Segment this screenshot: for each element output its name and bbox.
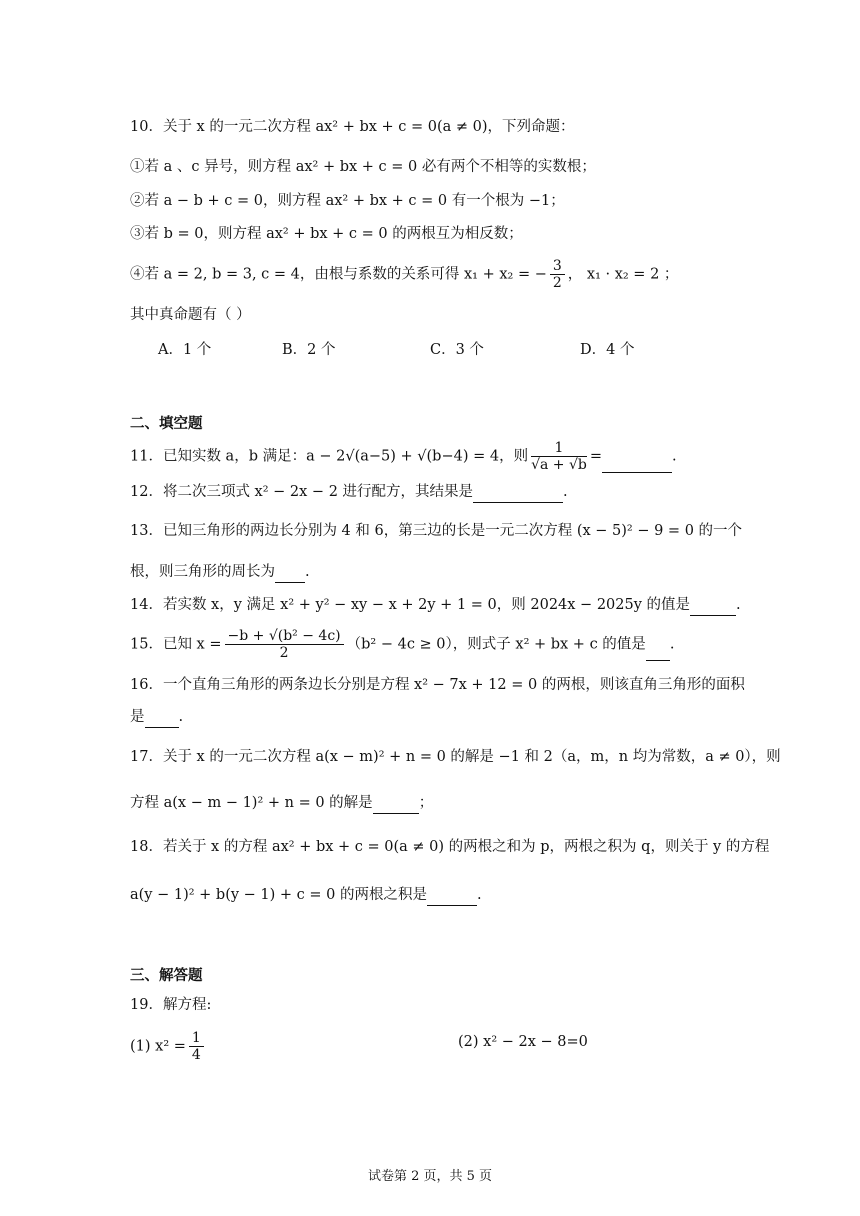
q10-stem: 10．关于 x 的一元二次方程 ax² + bx + c = 0(a ≠ 0)，下列命题： [130,119,575,135]
q12-answer-blank[interactable] [473,486,563,503]
q11-fraction [531,440,587,473]
q19-part-2: (2) x² − 2x − 8=0 [458,1034,588,1050]
q15: 15．已知 x = $\frac{\text{−b + √(b² − 4c)}}{2}$ （b² − 4c ≥ 0），则式子 x² + bx + c 的值是 . [130,628,675,661]
q15-pre: 15．已知 x = [130,636,222,653]
q14-text: 14．若实数 x，y 满足 x² + y² − xy − x + 2y + 1 = 0，则 2024x − 2025y 的值是 [130,597,691,613]
q16-answer-blank[interactable] [145,711,179,728]
q11-denominator: √a + √b [531,457,587,473]
q18-line-1: 18．若关于 x 的方程 ax² + bx + c = 0(a ≠ 0) 的两根之和为 p，两根之积为 q，则关于 y 的方程 [130,839,770,855]
q13-line-2: 根，则三角形的周长为 . [130,561,742,583]
q11-numerator: 1 [531,440,587,457]
q10-ask: 其中真命题有（ ） [130,307,251,323]
q13-line-2-text: 根，则三角形的周长为 [130,564,275,580]
q10-statement-3: ③若 b = 0，则方程 ax² + bx + c = 0 的两根互为相反数； [130,226,523,242]
q15-fraction [225,628,344,661]
q10-s4-denominator: 2 [552,275,562,291]
q10-s4-pre: ④若 a = 2, b = 3, c = 4，由根与系数的关系可得 x₁ + x₂ = − [130,266,547,283]
q16-line-2: 是 . [130,706,742,728]
q17-answer-blank[interactable] [373,797,419,814]
q14: 14．若实数 x，y 满足 x² + y² − xy − x + 2y + 1 = 0，则 2024x − 2025y 的值是 . [130,594,742,616]
q19-p1-pre: (1) x² = [130,1038,186,1055]
q10-statement-1: ①若 a 、c 异号，则方程 ax² + bx + c = 0 必有两个不相等的实数根； [130,159,596,175]
q12: 12．将二次三项式 x² − 2x − 2 进行配方，其结果是 . [130,481,742,503]
q16-line-1: 16．一个直角三角形的两条边长分别是方程 x² − 7x + 12 = 0 的两根，则该直角三角形的面积 [130,677,745,693]
q16-line-2-text: 是 [130,709,145,725]
q10-s4-fraction [550,258,565,291]
q17-line-1: 17．关于 x 的一元二次方程 a(x − m)² + n = 0 的解是 −1 和 2（a，m，n 均为常数，a ≠ 0），则 [130,749,781,765]
q10-choice-b[interactable]: B．2 个 [282,342,336,358]
section-heading-solve: 三、解答题 [130,967,203,984]
q15-denominator: 2 [279,645,289,661]
q17-line-2: 方程 a(x − m − 1)² + n = 0 的解是 ； [130,792,742,814]
q10-choice-c[interactable]: C．3 个 [430,342,484,358]
q19-stem: 19．解方程: [130,997,212,1013]
q19-p1-fraction [189,1030,204,1063]
q11: 11．已知实数 a，b 满足：a − 2√(a−5) + √(b−4) = 4，则 $\frac{1}{√a + √b}$ = . [130,440,677,473]
q18-answer-blank[interactable] [427,889,477,906]
q15-numerator: −b + √(b² − 4c) [225,628,344,645]
q11-answer-blank[interactable] [602,456,672,473]
q10-choice-a[interactable]: A．1 个 [158,342,212,358]
q13-answer-blank[interactable] [275,566,305,583]
q10-statement-2: ②若 a − b + c = 0，则方程 ax² + bx + c = 0 有一个根为 −1； [130,193,565,209]
section-heading-fill-in: 二、填空题 [130,415,203,432]
q11-post: = [589,448,603,465]
q19-p1-numerator: 1 [189,1030,204,1047]
q10-statement-4 [130,258,742,291]
q12-text: 12．将二次三项式 x² − 2x − 2 进行配方，其结果是 [130,484,474,500]
q18-line-2: a(y − 1)² + b(y − 1) + c = 0 的两根之积是 . [130,884,742,906]
q18-line-2-text: a(y − 1)² + b(y − 1) + c = 0 的两根之积是 [130,887,427,903]
q11-pre: 11．已知实数 a，b 满足：a − 2√(a−5) + √(b−4) = 4，则 [130,448,529,465]
q19-p1-denominator: 4 [191,1047,201,1063]
q15-answer-blank[interactable] [646,644,670,661]
q17-line-2-text: 方程 a(x − m − 1)² + n = 0 的解是 [130,795,373,811]
q10-s4-numerator: 3 [550,258,565,275]
q14-answer-blank[interactable] [690,599,736,616]
q15-post: （b² − 4c ≥ 0），则式子 x² + bx + c 的值是 [346,636,646,653]
page-footer: 试卷第 2 页，共 5 页 [367,1169,493,1184]
q13-line-1: 13．已知三角形的两边长分别为 4 和 6，第三边的长是一元二次方程 (x − 5)² − 9 = 0 的一个 [130,523,743,539]
q10-choice-d[interactable]: D．4 个 [580,342,635,358]
q10-s4-post: ， x₁ · x₂ = 2 ； [567,266,679,283]
q19-part-1 [130,1030,742,1063]
